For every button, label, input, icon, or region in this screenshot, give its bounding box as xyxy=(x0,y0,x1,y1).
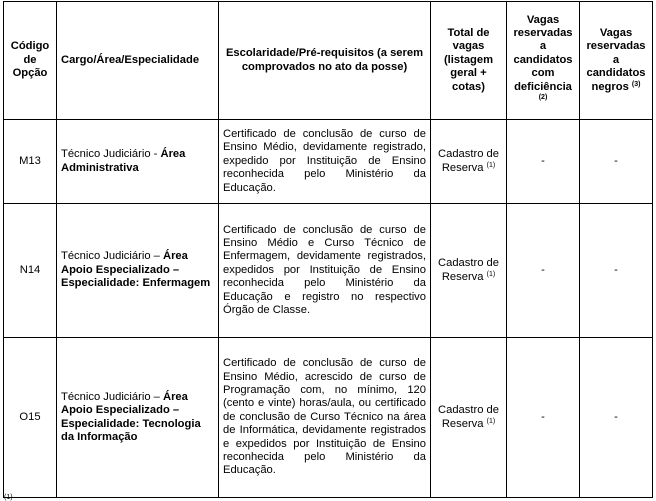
header-cargo: Cargo/Área/Especialidade xyxy=(57,2,219,120)
footnote-mark: (1) xyxy=(4,494,13,501)
cargo-prefix: Técnico Judiciário – xyxy=(61,390,163,403)
header-row xyxy=(4,2,653,120)
header-codigo: Código de Opção xyxy=(4,2,57,120)
cell-negros: - xyxy=(580,204,653,338)
cell-cargo xyxy=(57,338,219,498)
total-note: (1) xyxy=(486,161,496,169)
cell-total: Cadastro de Reserva $^{(1)}$ xyxy=(431,338,507,498)
header-escolaridade: Escolaridade/Pré-requisitos (a serem comprovados no ato da posse) xyxy=(219,2,431,120)
cell-escolaridade: Certificado de conclusão de curso de Ensino Médio, acrescido de curso de Programação com, no mínimo, 120 (cento e vinte) horas/aula, ou certificado de conclusão de Curso Técnico na área de Informática, devidamente registrados e expedidos por Instituição de Ensino reconhecida pelo Ministério da Educação. xyxy=(219,338,431,498)
table-row xyxy=(4,338,653,498)
cell-cargo xyxy=(57,120,219,204)
cargo-area: Área Apoio Especializado – Especialidade: Enfermagem xyxy=(61,250,211,290)
cell-deficiencia: - xyxy=(507,338,580,498)
cargo-area: Área Apoio Especializado – Especialidade: Tecnologia da Informação xyxy=(61,390,201,443)
cell-deficiencia: - xyxy=(507,120,580,204)
total-note: (1) xyxy=(486,270,496,278)
header-deficiencia-note: (2) xyxy=(538,94,548,102)
header-negros-note: (3) xyxy=(631,80,641,88)
cargo-area: Área Administrativa xyxy=(61,148,186,174)
table-row xyxy=(4,120,653,204)
cargo-prefix: Técnico Judiciário – xyxy=(61,250,163,263)
cell-cargo xyxy=(57,204,219,338)
total-note: (1) xyxy=(486,417,496,425)
cell-escolaridade: Certificado de conclusão de curso de Ensino Médio, devidamente registrado, expedido por Instituição de Ensino reconhecida pelo Ministério da Educação. xyxy=(219,120,431,204)
table-row xyxy=(4,204,653,338)
cell-total: Cadastro de Reserva $^{(1)}$ xyxy=(431,204,507,338)
header-negros: Vagas reservadas a candidatos negros $^{(3)}$ xyxy=(580,2,653,120)
cell-negros: - xyxy=(580,120,653,204)
cell-escolaridade: Certificado de conclusão de curso de Ensino Médio e Curso Técnico de Enfermagem, devidamente registrados, expedidos por Instituição de Ensino reconhecida pelo Ministério da Educação e registro no respectivo Órgão de Classe. xyxy=(219,204,431,338)
cell-deficiencia: - xyxy=(507,204,580,338)
cargo-prefix: Técnico Judiciário - xyxy=(61,148,161,161)
cell-codigo: N14 xyxy=(4,204,57,338)
cell-codigo: O15 xyxy=(4,338,57,498)
cell-negros: - xyxy=(580,338,653,498)
header-deficiencia: Vagas reservadas a candidatos com deficiência $^{(2)}$ xyxy=(507,2,580,120)
cell-codigo: M13 xyxy=(4,120,57,204)
header-total: Total de vagas (listagem geral + cotas) xyxy=(431,2,507,120)
vagas-table xyxy=(3,1,653,498)
cell-total: Cadastro de Reserva $^{(1)}$ xyxy=(431,120,507,204)
